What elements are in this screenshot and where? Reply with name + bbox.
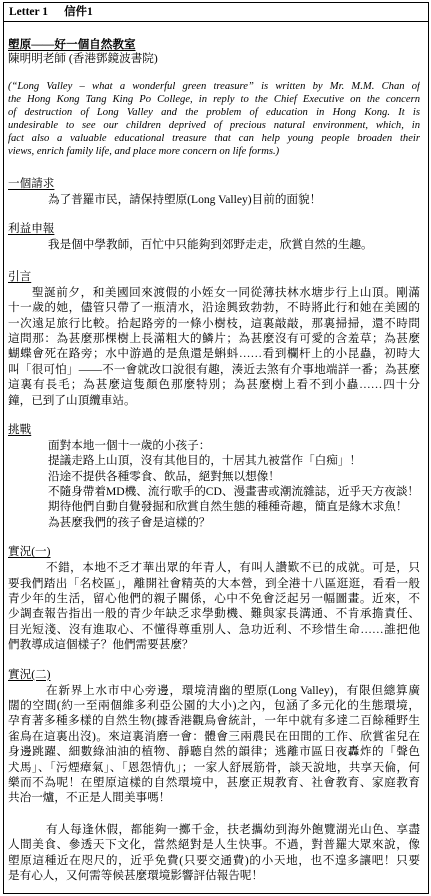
section-challenge xyxy=(8,422,420,530)
english-summary-line: the Hong Kong Tang King Po College, in reply to the Chief Executive on the concern xyxy=(8,94,420,105)
introduction-line: 十一歲的她，儘管只帶了一瓶清水，沿途興致勃勃，不時將此行和她在美國的 xyxy=(8,301,420,315)
section-reality-1 xyxy=(8,544,420,652)
section-heading: 挑戰 xyxy=(8,422,32,436)
introduction-line: 聖誕前夕，和美國回來渡假的小姪女一同從薄扶林水塘步行上山頂。剛滿 xyxy=(32,285,420,299)
introduction-line: 這裏有長毛；為甚麼這隻顏色那麼特別；為甚麼樹上看不到小蟲……四十分 xyxy=(8,378,420,392)
challenge-line: 沿途不提供各種零食、飲品，絕對無以想像！ xyxy=(48,469,280,483)
section-heading: 利益申報 xyxy=(8,222,55,236)
introduction-line: 鐘，已到了山頂纜車站。 xyxy=(8,393,136,407)
english-summary-line: (“Long Valley – what a wonderful green treasure” is written by Mr. M.M. Chan of xyxy=(8,81,420,92)
challenge-line: 不隨身帶着MD機、流行歌手的CD、漫畫書或潮流雜誌，近乎天方夜談！ xyxy=(48,485,420,499)
english-summary-line: undesirable to see our children deprived of precious natural environment, which, in xyxy=(8,120,420,131)
introduction-line: 蝴蝶會死在路旁；水中游過的是魚還是蝌蚪……看到欄杆上的小昆蟲，初時大 xyxy=(8,347,420,361)
closing-line: 是有心人，又何需等候甚麼環境影響評估報告呢！ xyxy=(8,868,264,882)
introduction-line: 一次遠足旅行比較。拾起路旁的一條小樹枝，這裏敲敲，那裏掃掃，還不時問 xyxy=(8,316,420,330)
declaration-text: 我是個中學教師，百忙中只能夠到郊野走走，欣賞自然的生趣。 xyxy=(48,238,373,252)
reality-2-line: 孕育著多種多樣的自然生物(據香港觀鳥會統計，一年中就有多達二百餘種野生 xyxy=(8,714,420,728)
english-summary-line: fact also a valuable educational treasure that can help young people broaden their xyxy=(8,133,420,144)
section-heading: 實況(一) xyxy=(8,545,51,559)
challenge-line: 面對本地一個十一歲的小孩子： xyxy=(48,438,211,452)
section-request xyxy=(8,176,420,207)
reality-2-line: 身邊跳躍、細數綠油油的植物、靜聽自然的韻律；逃離市區日夜轟炸的「聲色 xyxy=(8,745,420,759)
letter-number-zh: 信件1 xyxy=(64,6,93,18)
letter-author: 陳明明老師 (香港鄧鏡波書院) xyxy=(8,52,158,65)
reality-1-line: 們教導成這個樣子？他們需要甚麼？ xyxy=(8,638,194,652)
reality-1-line: 目光短淺、沒有進取心、不懂得尊重別人、急功近利、不珍惜生命……誰把他 xyxy=(8,622,420,636)
letter-frame xyxy=(3,2,429,894)
letter-body xyxy=(4,38,428,883)
reality-1-line: 不錯，本地不乏才華出眾的年青人，有叫人讚歎不已的成就。可是，只 xyxy=(46,561,420,575)
reality-1-line: 要我們踏出「名校區」，離開社會精英的大本營，到全港十八區逛逛，看看一般 xyxy=(8,576,420,590)
english-summary xyxy=(8,80,420,158)
english-summary-line: views, enrich family life, and place more concern on life forms.) xyxy=(8,146,280,157)
section-declaration xyxy=(8,221,420,252)
challenge-line: 期待他們自動自覺發掘和欣賞自然生態的種種奇趣，簡直是緣木求魚！ xyxy=(48,500,408,514)
introduction-line: 這問那：為甚麼那棵樹上長滿粗大的鱗片；為甚麼沒有可愛的含羞草；為甚麼 xyxy=(8,331,420,345)
closing-line: 塱原這種近在咫尺的，近乎免費(只要交通費)的小天地，也不遑多讓吧！只要 xyxy=(8,853,420,867)
section-heading: 實況(二) xyxy=(8,667,51,681)
letter-header xyxy=(4,3,428,22)
reality-2-line: 犬馬」、「污煙瘴氣」、「恩怨情仇」；一家人舒展筋骨，談天說地，共享天倫，何 xyxy=(8,760,420,774)
reality-2-line: 在新界上水市中心旁邊，環境清幽的塱原(Long Valley)，有限但總算廣 xyxy=(46,683,420,697)
reality-1-line: 青少年的生活，留心他們的親子關係，心中不免會泛起另一幅圖畫。近來，不 xyxy=(8,592,420,606)
section-heading: 一個請求 xyxy=(8,177,55,190)
closing-line: 人間美食、參透天下文化，當然絕對是人生快事。不過，對普羅大眾來說，像 xyxy=(8,838,420,852)
section-heading: 引言 xyxy=(8,269,32,283)
letter-number-en: Letter 1 xyxy=(9,6,49,18)
introduction-line: 叫「很可怕」——不一會就改口說很有趣，湊近去煞有介事地端詳一番；為甚麼 xyxy=(8,362,420,376)
closing-line: 有人每逢休假，都能夠一擲千金，扶老攜幼到海外飽覽湖光山色、享盡 xyxy=(46,822,420,836)
reality-2-line: 闊的空間(約一至兩個維多利亞公園的大小)之內，包涵了多元化的生態環境， xyxy=(8,698,420,712)
reality-2-line: 樂而不為呢！在塱原這樣的自然環境中，甚麼正規教育、社會教育、家庭教育 xyxy=(8,775,420,789)
reality-1-line: 少調查報告指出一般的青少年缺乏求學動機、難與家長溝通、不肯承擔責任、 xyxy=(8,607,420,621)
challenge-line: 提議走路上山頂，沒有其他目的，十居其九被當作「白痴」！ xyxy=(48,454,362,468)
section-reality-2 xyxy=(8,667,420,806)
closing-paragraph xyxy=(8,822,420,884)
section-introduction xyxy=(8,269,420,408)
letter-title: 塱原——好一個自然教室 xyxy=(8,38,136,51)
challenge-line: 為甚麼我們的孩子會是這樣的？ xyxy=(48,515,211,529)
reality-2-line: 雀鳥在這裏出沒)。來這裏消磨一會：體會三兩農民在田間的工作、欣賞雀兒在 xyxy=(8,729,420,743)
english-summary-line: of destruction of Long Valley and the problem of education in Hong Kong. It is xyxy=(8,107,420,118)
reality-2-line: 共冶一爐，不正是人間美事嗎！ xyxy=(8,791,171,805)
request-text: 為了普羅市民，請保持塱原(Long Valley)目前的面貌！ xyxy=(48,193,322,206)
